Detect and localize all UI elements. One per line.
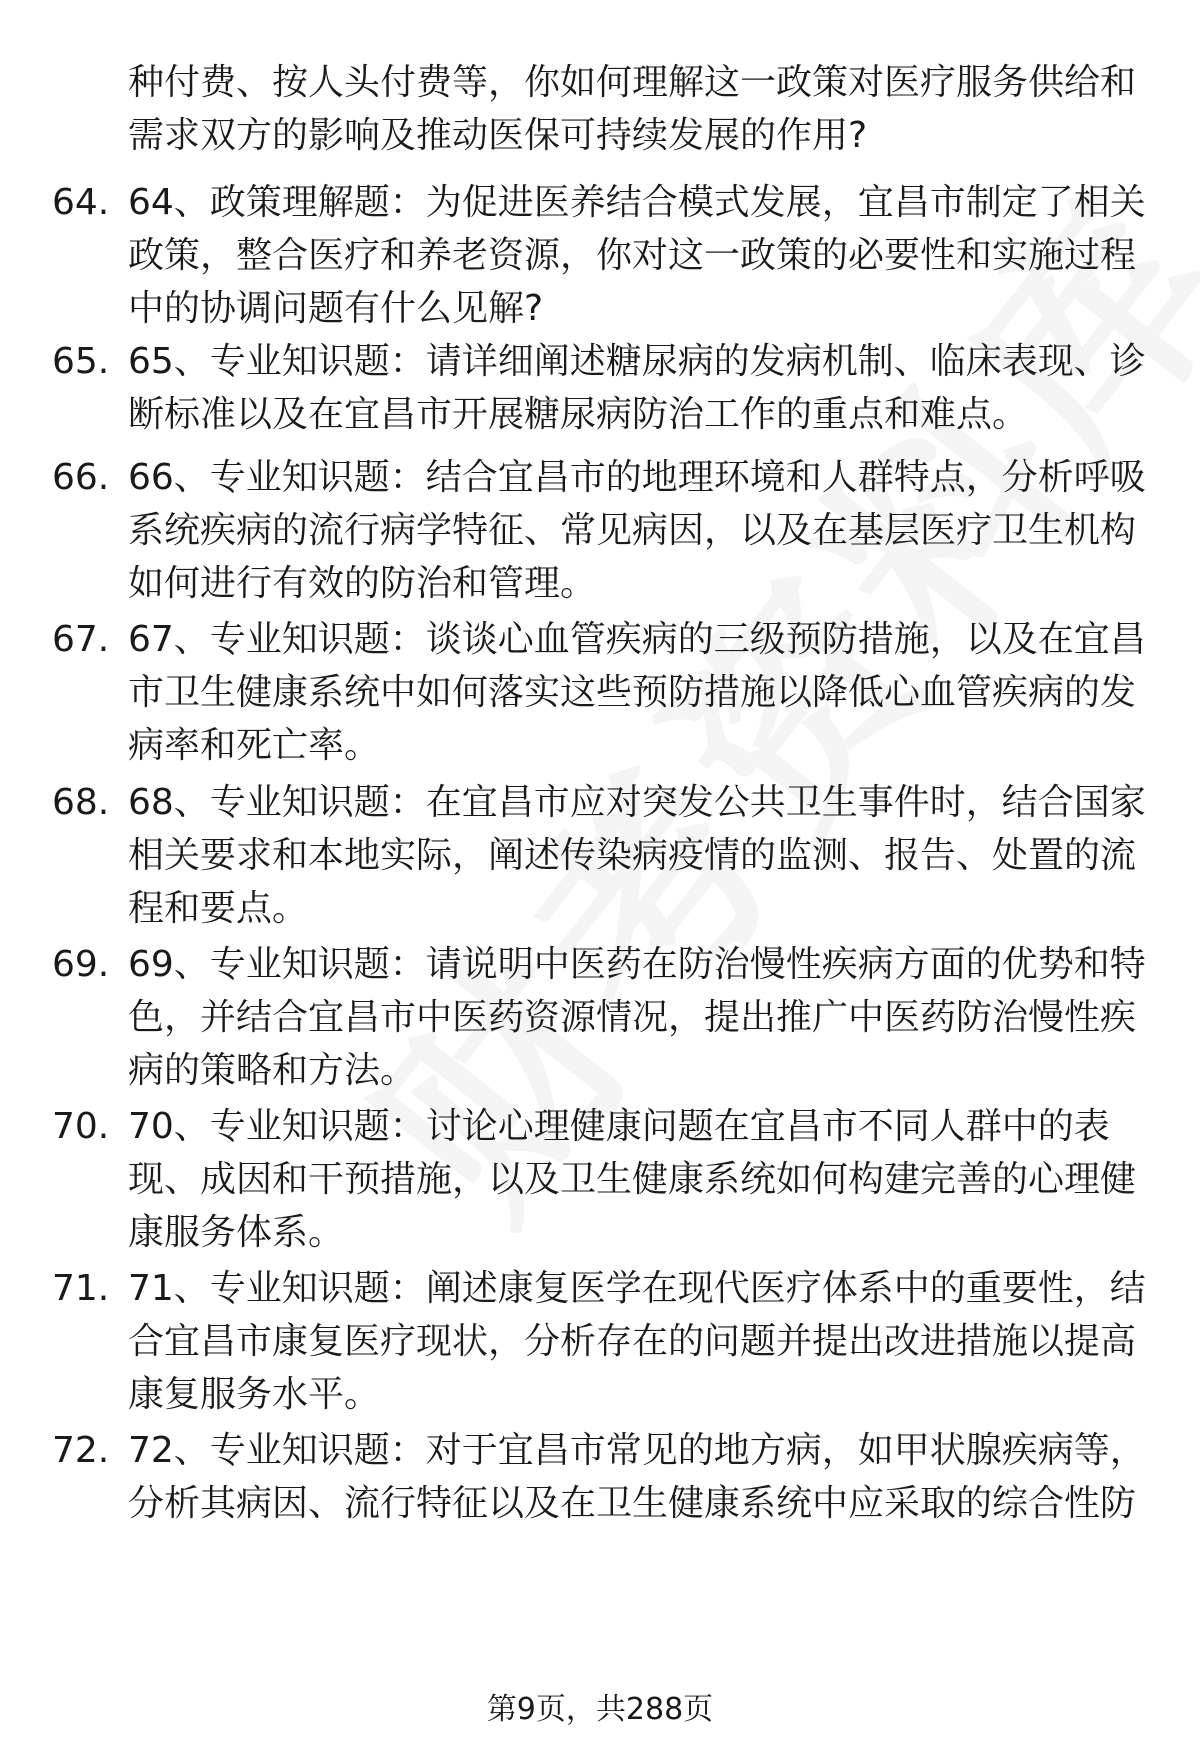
list-number: 65. xyxy=(52,341,110,382)
text-line: 71、专业知识题：阐述康复医学在现代医疗体系中的重要性，结 xyxy=(128,1268,1146,1309)
text-line: 系统疾病的流行病学特征、常见病因，以及在基层医疗卫生机构 xyxy=(128,510,1137,551)
text-line: 67、专业知识题：谈谈心血管疾病的三级预防措施，以及在宜昌 xyxy=(128,619,1146,660)
question-text xyxy=(128,1424,1146,1530)
text-line: 合宜昌市康复医疗现状，分析存在的问题并提出改进措施以提高 xyxy=(128,1321,1137,1362)
text-line: 72、专业知识题：对于宜昌市常见的地方病，如甲状腺疾病等， xyxy=(128,1430,1146,1471)
question-text xyxy=(128,776,1146,935)
text-line: 65、专业知识题：请详细阐述糖尿病的发病机制、临床表现、诊 xyxy=(128,341,1146,382)
continued-question-text xyxy=(128,56,1138,162)
text-line: 69、专业知识题：请说明中医药在防治慢性疾病方面的优势和特 xyxy=(128,944,1146,985)
text-line: 分析其病因、流行特征以及在卫生健康系统中应采取的综合性防 xyxy=(128,1483,1137,1524)
list-number: 64. xyxy=(52,182,110,223)
text-line: 需求双方的影响及推动医保可持续发展的作用? xyxy=(128,115,868,156)
list-number: 67. xyxy=(52,619,110,660)
question-text xyxy=(128,451,1146,610)
question-text xyxy=(128,613,1146,772)
list-number: 70. xyxy=(52,1106,110,1147)
text-line: 如何进行有效的防治和管理。 xyxy=(128,563,597,604)
list-number: 68. xyxy=(52,782,110,823)
text-line: 66、专业知识题：结合宜昌市的地理环境和人群特点，分析呼吸 xyxy=(128,457,1146,498)
text-line: 病率和死亡率。 xyxy=(128,725,381,766)
list-number: 66. xyxy=(52,457,110,498)
text-line: 64、政策理解题：为促进医养结合模式发展，宜昌市制定了相关 xyxy=(128,182,1146,223)
text-line: 色，并结合宜昌市中医药资源情况，提出推广中医药防治慢性疾 xyxy=(128,997,1137,1038)
question-text xyxy=(128,1262,1146,1421)
text-line: 康服务体系。 xyxy=(128,1212,345,1253)
text-line: 68、专业知识题：在宜昌市应对突发公共卫生事件时，结合国家 xyxy=(128,782,1146,823)
text-line: 现、成因和干预措施，以及卫生健康系统如何构建完善的心理健 xyxy=(128,1159,1137,1200)
question-text xyxy=(128,938,1146,1097)
question-text xyxy=(128,176,1146,335)
text-line: 断标准以及在宜昌市开展糖尿病防治工作的重点和难点。 xyxy=(128,394,1029,435)
text-line: 病的策略和方法。 xyxy=(128,1050,417,1091)
text-line: 康复服务水平。 xyxy=(128,1374,381,1415)
text-line: 市卫生健康系统中如何落实这些预防措施以降低心血管疾病的发 xyxy=(128,672,1137,713)
text-line: 种付费、按人头付费等，你如何理解这一政策对医疗服务供给和 xyxy=(128,62,1137,103)
text-line: 中的协调问题有什么见解? xyxy=(128,288,544,329)
question-text xyxy=(128,1100,1138,1259)
text-line: 政策，整合医疗和养老资源，你对这一政策的必要性和实施过程 xyxy=(128,235,1137,276)
page-number: 第9页，共288页 xyxy=(486,1692,714,1727)
list-number: 71. xyxy=(52,1268,110,1309)
text-line: 相关要求和本地实际，阐述传染病疫情的监测、报告、处置的流 xyxy=(128,835,1137,876)
list-number: 72. xyxy=(52,1430,110,1471)
list-number: 69. xyxy=(52,944,110,985)
text-line: 70、专业知识题：讨论心理健康问题在宜昌市不同人群中的表 xyxy=(128,1106,1110,1147)
question-text xyxy=(128,335,1146,441)
text-line: 程和要点。 xyxy=(128,888,309,929)
